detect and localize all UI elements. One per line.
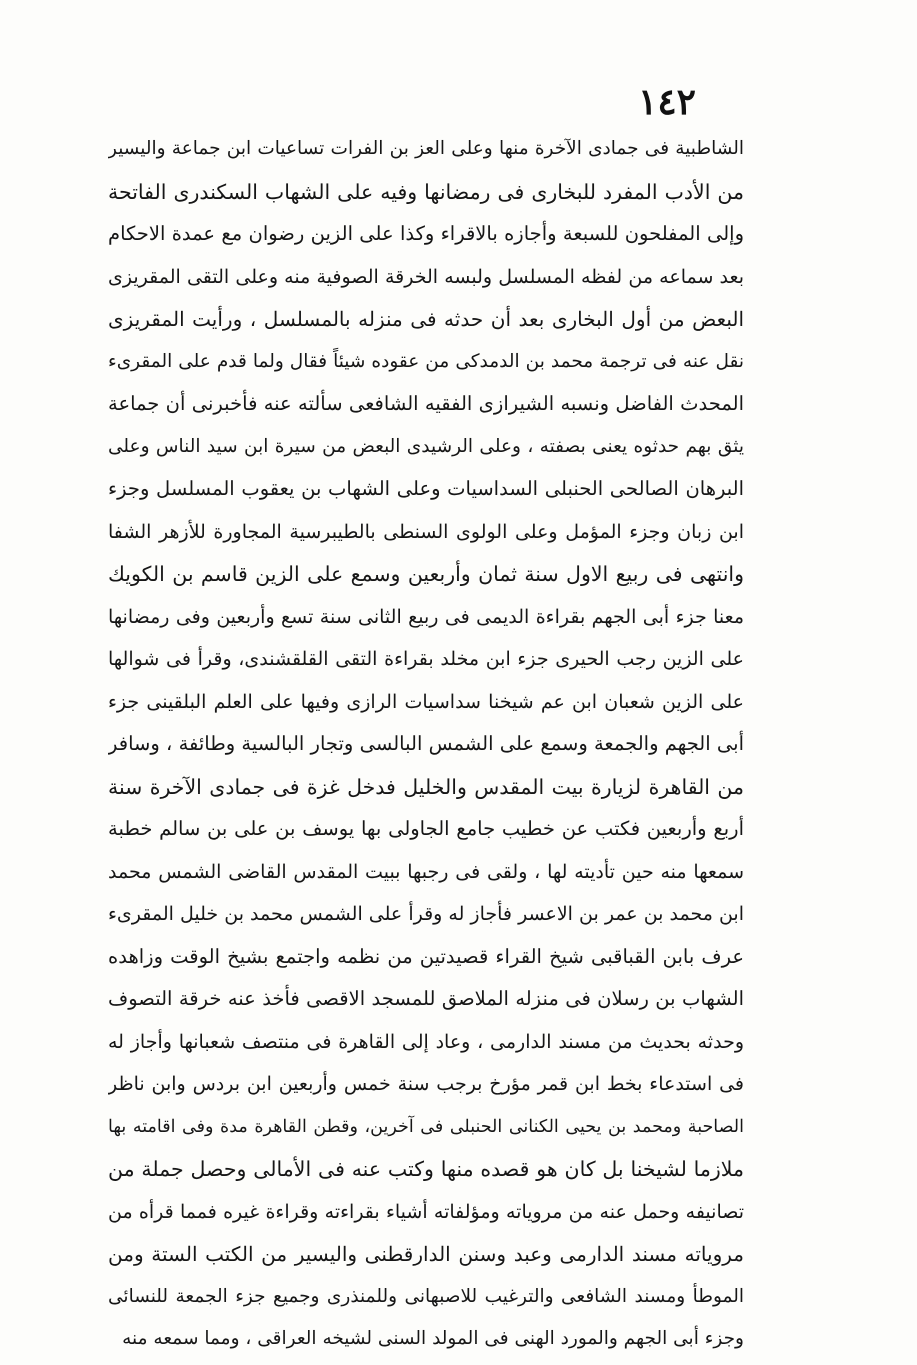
text-line: المحدث الفاضل ونسبه الشيرازى الفقيه الشافعى سألته عنه فأخبرنى أن جماعة: [108, 392, 744, 415]
text-line: أربع وأربعين فكتب عن خطيب جامع الجاولى بها يوسف بن على بن سالم خطبة: [108, 817, 744, 840]
text-line: على الزين شعبان ابن عم شيخنا سداسيات الرازى وفيها على العلم البلقينى جزء: [108, 690, 744, 713]
text-line: أبى الجهم والجمعة وسمع على الشمس البالسى وتجار البالسية وطائفة ، وسافر: [108, 732, 744, 755]
text-line: من الأدب المفرد للبخارى فى رمضانها وفيه على الشهاب السكندرى الفاتحة: [108, 179, 744, 204]
text-line: سمعها منه حين تأديته لها ، ولقى فى رجبها ببيت المقدس القاضى الشمس محمد: [108, 860, 744, 883]
text-line: الصاحبة ومحمد بن يحيى الكنانى الحنبلى فى آخرين، وقطن القاهرة مدة وفى اقامته بها: [108, 1116, 744, 1137]
text-line: تصانيفه وحمل عنه من مروياته ومؤلفاته أشياء بقراءته وقراءة غيره فمما قرأه من: [108, 1200, 744, 1223]
text-line: البرهان الصالحى الحنبلى السداسيات وعلى الشهاب بن يعقوب المسلسل وجزء: [108, 477, 744, 500]
text-line: وحدثه بحديث من مسند الدارمى ، وعاد إلى القاهرة فى منتصف شعبانها وأجاز له: [108, 1030, 744, 1053]
text-line: ابن محمد بن عمر بن الاعسر فأجاز له وقرأ على الشمس محمد بن خليل المقرىء: [108, 903, 744, 925]
text-line: البعض من أول البخارى بعد أن حدثه فى منزله بالمسلسل ، ورأيت المقريزى: [108, 307, 744, 331]
text-line: عرف بابن القباقبى شيخ القراء قصيدتين من نظمه واجتمع بشيخ الوقت وزاهده: [108, 944, 744, 968]
text-line: وإلى المفلحون للسبعة وأجازه بالاقراء وكذا على الزين رضوان مع عمدة الاحكام: [108, 222, 744, 245]
page-number: ١٤٢: [637, 81, 696, 123]
text-line: يثق بهم حدثوه يعنى بصفته ، وعلى الرشيدى البعض من سيرة ابن سيد الناس وعلى: [108, 435, 744, 457]
text-line: ملازما لشيخنا بل كان هو قصده منها وكتب عنه فى الأمالى وحصل جملة من: [108, 1157, 744, 1181]
text-line: بعد سماعه من لفظه المسلسل ولبسه الخرقة الصوفية منه وعلى التقى المقريزى: [108, 265, 744, 288]
text-line: الشهاب بن رسلان فى منزله الملاصق للمسجد الاقصى فأخذ عنه خرقة التصوف: [108, 987, 744, 1010]
text-line: الشاطبية فى جمادى الآخرة منها وعلى العز بن الفرات تساعيات ابن جماعة واليسير: [108, 138, 744, 159]
text-line: فى استدعاء بخط ابن قمر مؤرخ برجب سنة خمس وأربعين ابن بردس وابن ناظر: [108, 1073, 744, 1095]
text-line: وانتهى فى ربيع الاول سنة ثمان وأربعين وسمع على الزين قاسم بن الكويك: [108, 562, 744, 586]
text-line: من القاهرة لزيارة بيت المقدس والخليل فدخل غزة فى جمادى الآخرة سنة: [108, 774, 744, 799]
text-line: مروياته مسند الدارمى وعبد وسنن الدارقطنى واليسير من الكتب الستة ومن: [108, 1242, 744, 1266]
text-line: نقل عنه فى ترجمة محمد بن الدمدكى من عقوده شيئاً فقال ولما قدم على المقرىء: [108, 350, 744, 372]
text-line: ابن زبان وجزء المؤمل وعلى الولوى السنطى بالطيبرسية المجاورة للأزهر الشفا: [108, 520, 744, 543]
body-text: [108, 128, 744, 1361]
text-line: معنا جزء أبى الجهم بقراءة الديمى فى ربيع الثانى سنة تسع وأربعين وفى رمضانها: [108, 605, 744, 628]
text-line: على الزين رجب الحيرى جزء ابن مخلد بقراءة التقى القلقشندى، وقرأ فى شوالها: [108, 648, 744, 670]
text-line: وجزء أبى الجهم والمورد الهنى فى المولد السنى لشيخه العراقى ، ومما سمعه منه: [122, 1328, 744, 1349]
text-line: الموطأ ومسند الشافعى والترغيب للاصبهانى وللمنذرى وجميع جزء الجمعة للنسائى: [108, 1285, 744, 1307]
